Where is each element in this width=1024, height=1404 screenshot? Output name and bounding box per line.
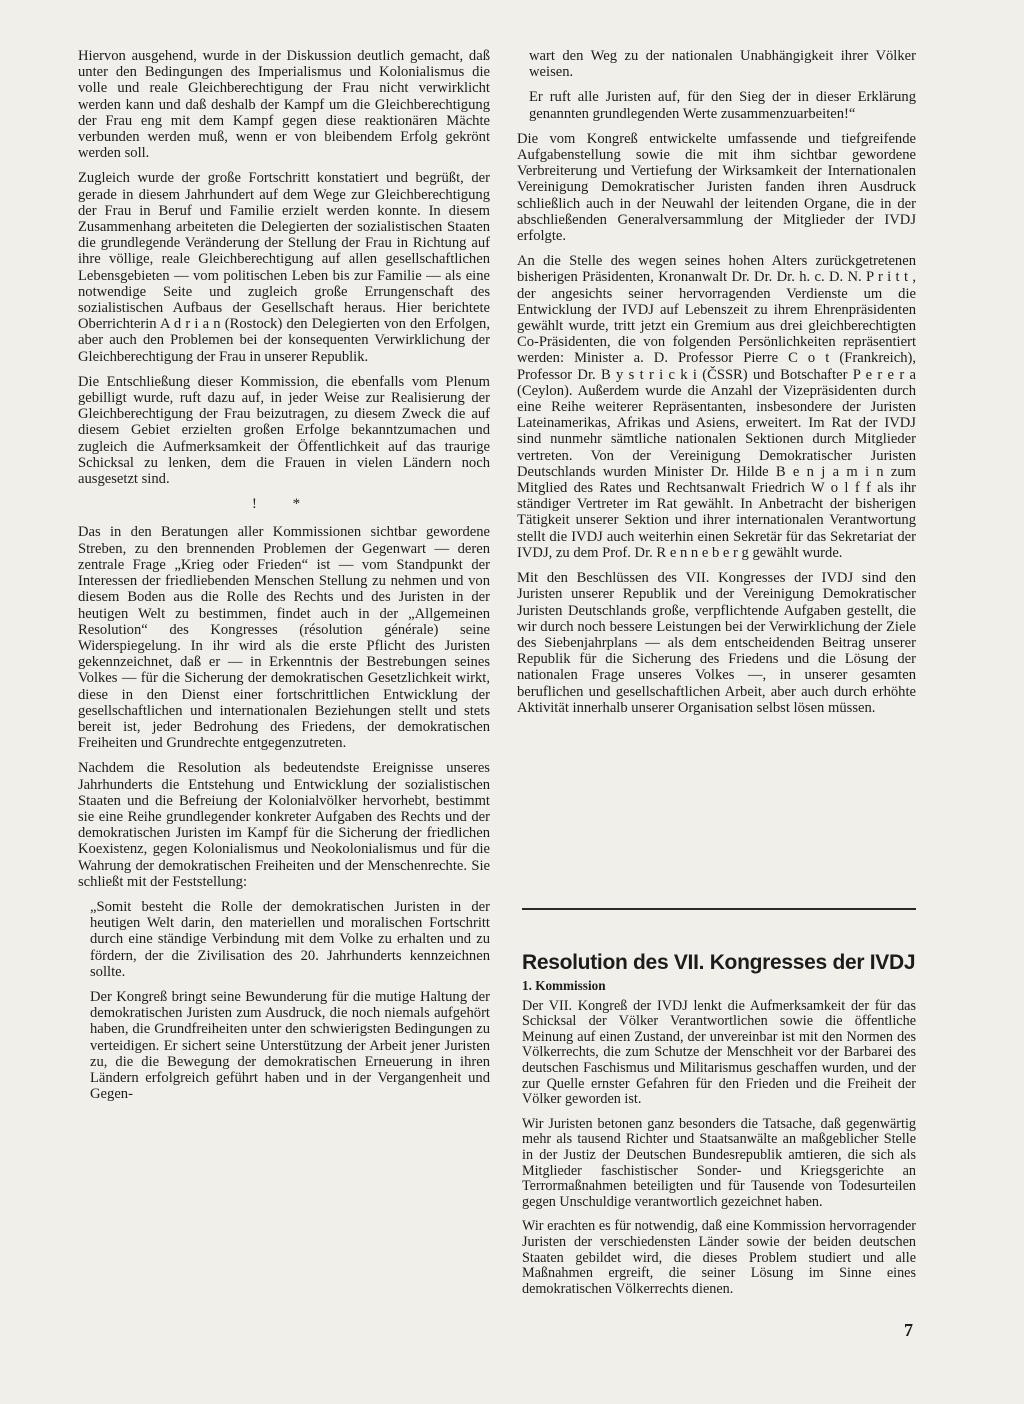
- quote-paragraph: „Somit besteht die Rolle der demokratischen Juristen in der heutigen Welt darin, den materiellen und moralischen Fortschritt durch eine ständige Verbindung mit dem Volke zu erhalten und zu fördern, der die Zivilisation des 20. Jahrhunderts kennzeichnen sollte.: [90, 898, 490, 980]
- resolution-body: [522, 978, 916, 1306]
- paragraph: Wir Juristen betonen ganz besonders die Tatsache, daß gegenwärtig mehr als tausend Richter und Staatsanwälte an maßgeblicher Stelle in der Justiz der Deutschen Bundesrepublik amtieren, die sich als Mitglieder faschistischer Sonder- und Kriegsgerichte an Terrormaßnahmen beteiligten und für Tausende von Todesurteilen gegen Unschuldige verantwortlich gezeichnet haben.: [522, 1115, 916, 1210]
- paragraph: Mit den Beschlüssen des VII. Kongresses der IVDJ sind den Juristen unserer Republik und der Vereinigung Demokratischer Juristen Deutschlands große, verpflichtende Aufgaben gestellt, die wir durch noch bessere Leistungen bei der Verwirklichung der Ziele des Siebenjahrplans — als dem entscheidenden Beitrag unserer Republik für die Sicherung des Friedens und die Lösung der nationalen Frage unseres Volkes —, in unserer gesamten beruflichen und gesellschaftlichen Arbeit, aber auch durch erhöhte Aktivität innerhalb unserer Organisation selbst lösen müssen.: [517, 570, 916, 716]
- paragraph: Nachdem die Resolution als bedeutendste Ereignisse unseres Jahrhunderts die Entstehung und Entwicklung der sozialistischen Staaten und die Befreiung der Kolonialvölker hervorhebt, bestimmt sie eine Reihe grundlegender konkreter Aufgaben des Rechts und der demokratischen Juristen im Kampf für die Sicherung der friedlichen Koexistenz, gegen Kolonialismus und Neokolonialismus und für die Wahrung der demokratischen Freiheiten und der Menschenrechte. Sie schließt mit der Feststellung:: [78, 760, 490, 890]
- paragraph: Die Entschließung dieser Kommission, die ebenfalls vom Plenum gebilligt wurde, ruft dazu auf, in jeder Weise zur Realisierung der Gleichberechtigung der Frau beizutragen, zu diesem Zweck die auf diesem Gebiet erzielten großen Erfolge bekanntzumachen und zugleich die Aufmerksamkeit der Öffentlichkeit auf das traurige Schicksal zu lenken, dem die Frauen in vielen Ländern noch ausgesetzt sind.: [78, 373, 490, 488]
- paragraph: Das in den Beratungen aller Kommissionen sichtbar gewordene Streben, zu den brennenden Problemen der Gegenwart — deren zentrale Frage „Krieg oder Frieden“ ist — vom Standpunkt der Interessen der friedliebenden Menschen Stellung zu nehmen und von diesem Boden aus die Rolle des Rechts und des Juristen in der heutigen Welt zu bestimmen, findet auch in der „Allgemeinen Resolution“ des Kongresses (résolution générale) seine Widerspiegelung. In ihr wird als die erste Pflicht des Juristen gekennzeichnet, daß er — in Erkenntnis der Bestrebungen seines Volkes — für die Sicherung der demokratischen Gesetzlichkeit wirkt, diese in den Dienst einer fortschrittlichen Entwicklung der gesellschaftlichen und internationalen Beziehungen stellt und stets bereit ist, jeder Bedrohung des Friedens, der demokratischen Freiheiten und Grundrechte entgegenzutreten.: [78, 524, 490, 752]
- quote-paragraph: Er ruft alle Juristen auf, für den Sieg der in dieser Erklärung genannten grundlegenden Werte zusammenzuarbeiten!“: [529, 89, 916, 122]
- resolution-subheading: 1. Kommission: [522, 978, 606, 993]
- resolution-heading: Resolution des VII. Kongresses der IVDJ: [522, 951, 916, 974]
- paragraph: Hiervon ausgehend, wurde in der Diskussion deutlich gemacht, daß unter den Bedingungen des Imperialismus und Kolonialismus die volle und reale Gleichberechtigung der Frau nicht verwirklicht werden kann und daß deshalb der Kampf um die Gleichberechtigung der Frau eng mit dem Kampf gegen diese reaktionären Mächte verbunden werden muß, wenn er von bleibendem Erfolg gekrönt werden soll.: [78, 48, 490, 162]
- quote-paragraph: Der Kongreß bringt seine Bewunderung für die mutige Haltung der demokratischen Juristen zum Ausdruck, die noch niemals aufgehört haben, die Grundfreiheiten unter den schwierigsten Bedingungen zu verteidigen. Er sichert seine Unterstützung der Arbeit jener Juristen zu, die die Bewegung der demokratischen Erneuerung in ihren Ländern erfolgreich geführt haben und in der Vergangenheit und Gegen-: [90, 988, 490, 1103]
- section-divider: [522, 908, 916, 910]
- paragraph: Wir erachten es für notwendig, daß eine Kommission hervorragender Juristen der verschiedensten Länder sowie der beiden deutschen Staaten gebildet wird, die dieses Problem studiert und alle Maßnahmen ergreift, die seiner Lösung im Sinne eines demokratischen Völkerrechts dienen.: [522, 1218, 916, 1297]
- quote-paragraph: wart den Weg zu der nationalen Unabhängigkeit ihrer Völker weisen.: [529, 48, 916, 81]
- page-number: 7: [904, 1320, 913, 1340]
- paragraph: Der VII. Kongreß der IVDJ lenkt die Aufmerksamkeit der für das Schicksal der Völker Verantwortlichen sowie die öffentliche Meinung auf einen Zustand, der unvereinbar ist mit den Normen des Völkerrechts, die zum Schutze der Menschheit vor der Barbarei des deutschen Faschismus und Militarismus geschaffen wurden, und der zur Quelle ernster Gefahren für den Frieden und die Freiheit der Völker geworden ist.: [522, 997, 916, 1108]
- paragraph: An die Stelle des wegen seines hohen Alters zurückgetretenen bisherigen Präsidenten, Kronanwalt Dr. Dr. Dr. h. c. D. N. P r i t t , der angesichts seiner hervorragenden Verdienste um die Entwicklung der IVDJ auf Lebenszeit zu ihrem Ehrenpräsidenten gewählt wurde, tritt jetzt ein Gremium aus drei gleichberechtigten Co-Präsidenten, die von folgenden Persönlichkeiten repräsentiert werden: Minister a. D. Professor Pierre C o t (Frankreich), Professor Dr. B y s t r i c k i (ČSSR) und Botschafter P e r e r a (Ceylon). Außerdem wurde die Anzahl der Vizepräsidenten durch eine Reihe weiterer Repräsentanten, insbesondere der Juristen Lateinamerikas, Afrikas und Asiens, erweitert. Im Rat der IVDJ sind nunmehr sämtliche nationalen Sektionen durch Mitglieder vertreten. Von der Vereinigung Demokratischer Juristen Deutschlands wurden Minister Dr. Hilde B e n j a m i n zum Mitglied des Rates und Rechtsanwalt Friedrich W o l f f als ihr ständiger Vertreter im Rat gewählt. In Anbetracht der bisherigen Tätigkeit unserer Sektion und ihrer internationalen Verantwortung stellt die IVDJ auch weiterhin einen Sekretär für das Sekretariat der IVDJ, zu dem Prof. Dr. R e n n e b e r g gewählt wurde.: [517, 253, 916, 561]
- paragraph: Zugleich wurde der große Fortschritt konstatiert und begrüßt, der gerade in diesem Jahrhundert auf dem Wege zur Gleichberechtigung der Frau in Beruf und Familie erzielt werden konnte. In diesem Zusammenhang arbeiteten die Delegierten der sozialistischen Staaten die grundlegende Veränderung der Stellung der Frau in Richtung auf ihre völlige, reale Gleichberechtigung auf allen gesellschaftlichen Lebensgebieten — vom politischen Leben bis zur Familie — als eine notwendige Seite und zugleich große Errungenschaft des sozialistischen Aufbaus der Gesellschaft heraus. Hier berichtete Oberrichterin A d r i a n (Rostock) den Delegierten von den Erfolgen, aber auch den Problemen bei der konsequenten Verwirklichung der Gleichberechtigung der Frau in unserer Republik.: [78, 170, 490, 365]
- right-column: [517, 48, 916, 725]
- left-column: [78, 48, 490, 1111]
- paragraph: Die vom Kongreß entwickelte umfassende und tiefgreifende Aufgabenstellung sowie die mit ihm sichtbar gewordene Verbreiterung und Vertiefung der Wirksamkeit der Internationalen Vereinigung Demokratischer Juristen fanden ihren Ausdruck schließlich auch in der Neuwahl der leitenden Organe, die in der abschließenden Generalversammlung der Mitglieder der IVDJ erfolgte.: [517, 130, 916, 245]
- section-separator: ! *: [251, 496, 317, 513]
